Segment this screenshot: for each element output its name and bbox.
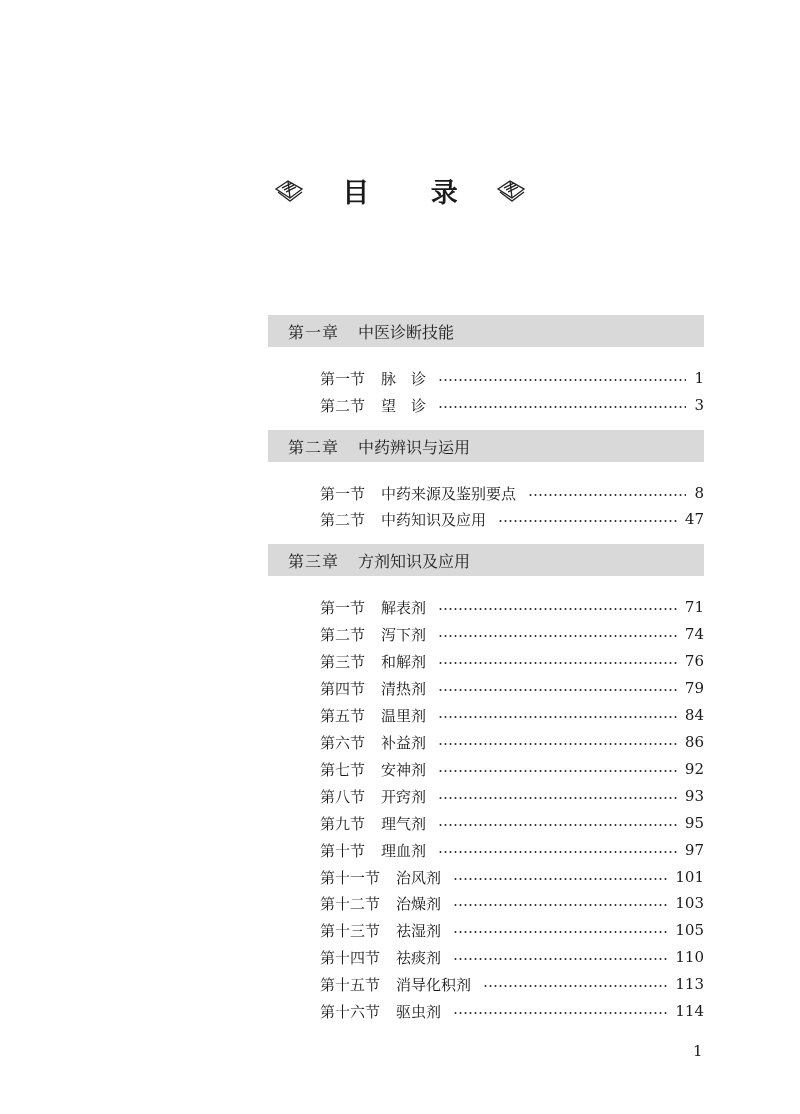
section-number: 第一节 [320,369,366,388]
dot-leader [453,958,667,960]
page-number: 1 [693,1042,703,1060]
toc-entry[interactable] [320,1000,704,1022]
dot-leader [453,1012,667,1014]
section-title: 望 诊 [381,396,427,415]
dot-leader [453,878,667,880]
section-number: 第十二节 [320,894,381,913]
section-title: 治风剂 [396,868,442,887]
chapter-heading[interactable] [268,315,704,347]
section-page: 1 [694,369,704,387]
section-title: 安神剂 [381,760,427,779]
section-number: 第十节 [320,841,366,860]
dot-leader [438,743,677,745]
toc-entry[interactable] [320,839,704,861]
dot-leader [498,520,677,522]
section-title: 中药知识及应用 [381,510,487,529]
toc-entry[interactable] [320,650,704,672]
section-number: 第一节 [320,484,366,503]
toc-entry[interactable] [320,946,704,968]
chapter-number: 第三章 [288,551,340,571]
chapter-title: 中医诊断技能 [358,322,455,342]
toc-entry[interactable] [320,394,704,416]
section-page: 84 [684,706,704,724]
section-title: 祛痰剂 [396,948,442,967]
section-page: 47 [684,510,704,528]
dot-leader [438,770,677,772]
section-title: 温里剂 [381,706,427,725]
section-number: 第十三节 [320,921,381,940]
section-number: 第四节 [320,679,366,698]
section-page: 95 [684,814,704,832]
section-title: 开窍剂 [381,787,427,806]
chapter-number: 第二章 [288,437,340,457]
toc-entry[interactable] [320,892,704,914]
dot-leader [483,985,667,987]
dot-leader [438,635,677,637]
chapter-number: 第一章 [288,322,340,342]
section-page: 105 [675,921,704,939]
section-title: 补益剂 [381,733,427,752]
section-page: 101 [675,868,704,886]
dot-leader [438,824,677,826]
chapter-heading[interactable] [268,430,704,462]
toc-entry[interactable] [320,785,704,807]
section-number: 第三节 [320,652,366,671]
toc-entry[interactable] [320,623,704,645]
section-page: 103 [675,894,704,912]
section-number: 第十六节 [320,1002,381,1021]
toc-entry[interactable] [320,704,704,726]
dot-leader [438,797,677,799]
section-page: 92 [684,760,704,778]
dot-leader [438,608,677,610]
dot-leader [528,494,686,496]
section-number: 第六节 [320,733,366,752]
section-title: 祛湿剂 [396,921,442,940]
section-page: 79 [684,679,704,697]
section-title: 清热剂 [381,679,427,698]
section-number: 第二节 [320,625,366,644]
section-page: 113 [675,975,704,993]
section-page: 97 [684,841,704,859]
section-number: 第八节 [320,787,366,806]
open-book-icon [496,177,526,203]
section-number: 第十四节 [320,948,381,967]
dot-leader [453,904,667,906]
section-title: 泻下剂 [381,625,427,644]
section-page: 114 [675,1002,704,1020]
section-page: 93 [684,787,704,805]
toc-entry[interactable] [320,508,704,530]
chapter-title: 方剂知识及应用 [358,551,471,571]
dot-leader [438,716,677,718]
toc-entry[interactable] [320,919,704,941]
toc-entry[interactable] [320,731,704,753]
page-title: 目 录 [342,177,484,209]
section-title: 理血剂 [381,841,427,860]
section-number: 第十一节 [320,868,381,887]
open-book-icon [274,177,304,203]
section-page: 8 [694,484,704,502]
dot-leader [438,406,686,408]
section-page: 74 [684,625,704,643]
section-page: 86 [684,733,704,751]
chapter-title: 中药辨识与运用 [358,437,471,457]
toc-entry[interactable] [320,866,704,888]
section-number: 第十五节 [320,975,381,994]
toc-entry[interactable] [320,596,704,618]
dot-leader [438,662,677,664]
section-number: 第一节 [320,598,366,617]
section-page: 71 [684,598,704,616]
section-page: 110 [675,948,704,966]
section-page: 76 [684,652,704,670]
toc-entry[interactable] [320,973,704,995]
section-title: 中药来源及鉴别要点 [381,484,517,503]
section-title: 脉 诊 [381,369,427,388]
section-number: 第二节 [320,396,366,415]
dot-leader [438,851,677,853]
section-number: 第九节 [320,814,366,833]
chapter-heading[interactable] [268,544,704,576]
section-number: 第五节 [320,706,366,725]
toc-entry[interactable] [320,758,704,780]
dot-leader [438,689,677,691]
dot-leader [438,379,686,381]
toc-entry[interactable] [320,482,704,504]
toc-entry[interactable] [320,812,704,834]
section-number: 第七节 [320,760,366,779]
dot-leader [453,931,667,933]
section-page: 3 [694,396,704,414]
section-title: 理气剂 [381,814,427,833]
section-title: 治燥剂 [396,894,442,913]
section-title: 驱虫剂 [396,1002,442,1021]
toc-title [0,168,800,212]
section-number: 第二节 [320,510,366,529]
section-title: 和解剂 [381,652,427,671]
toc-entry[interactable] [320,677,704,699]
toc-entry[interactable] [320,367,704,389]
section-title: 解表剂 [381,598,427,617]
section-title: 消导化积剂 [396,975,472,994]
